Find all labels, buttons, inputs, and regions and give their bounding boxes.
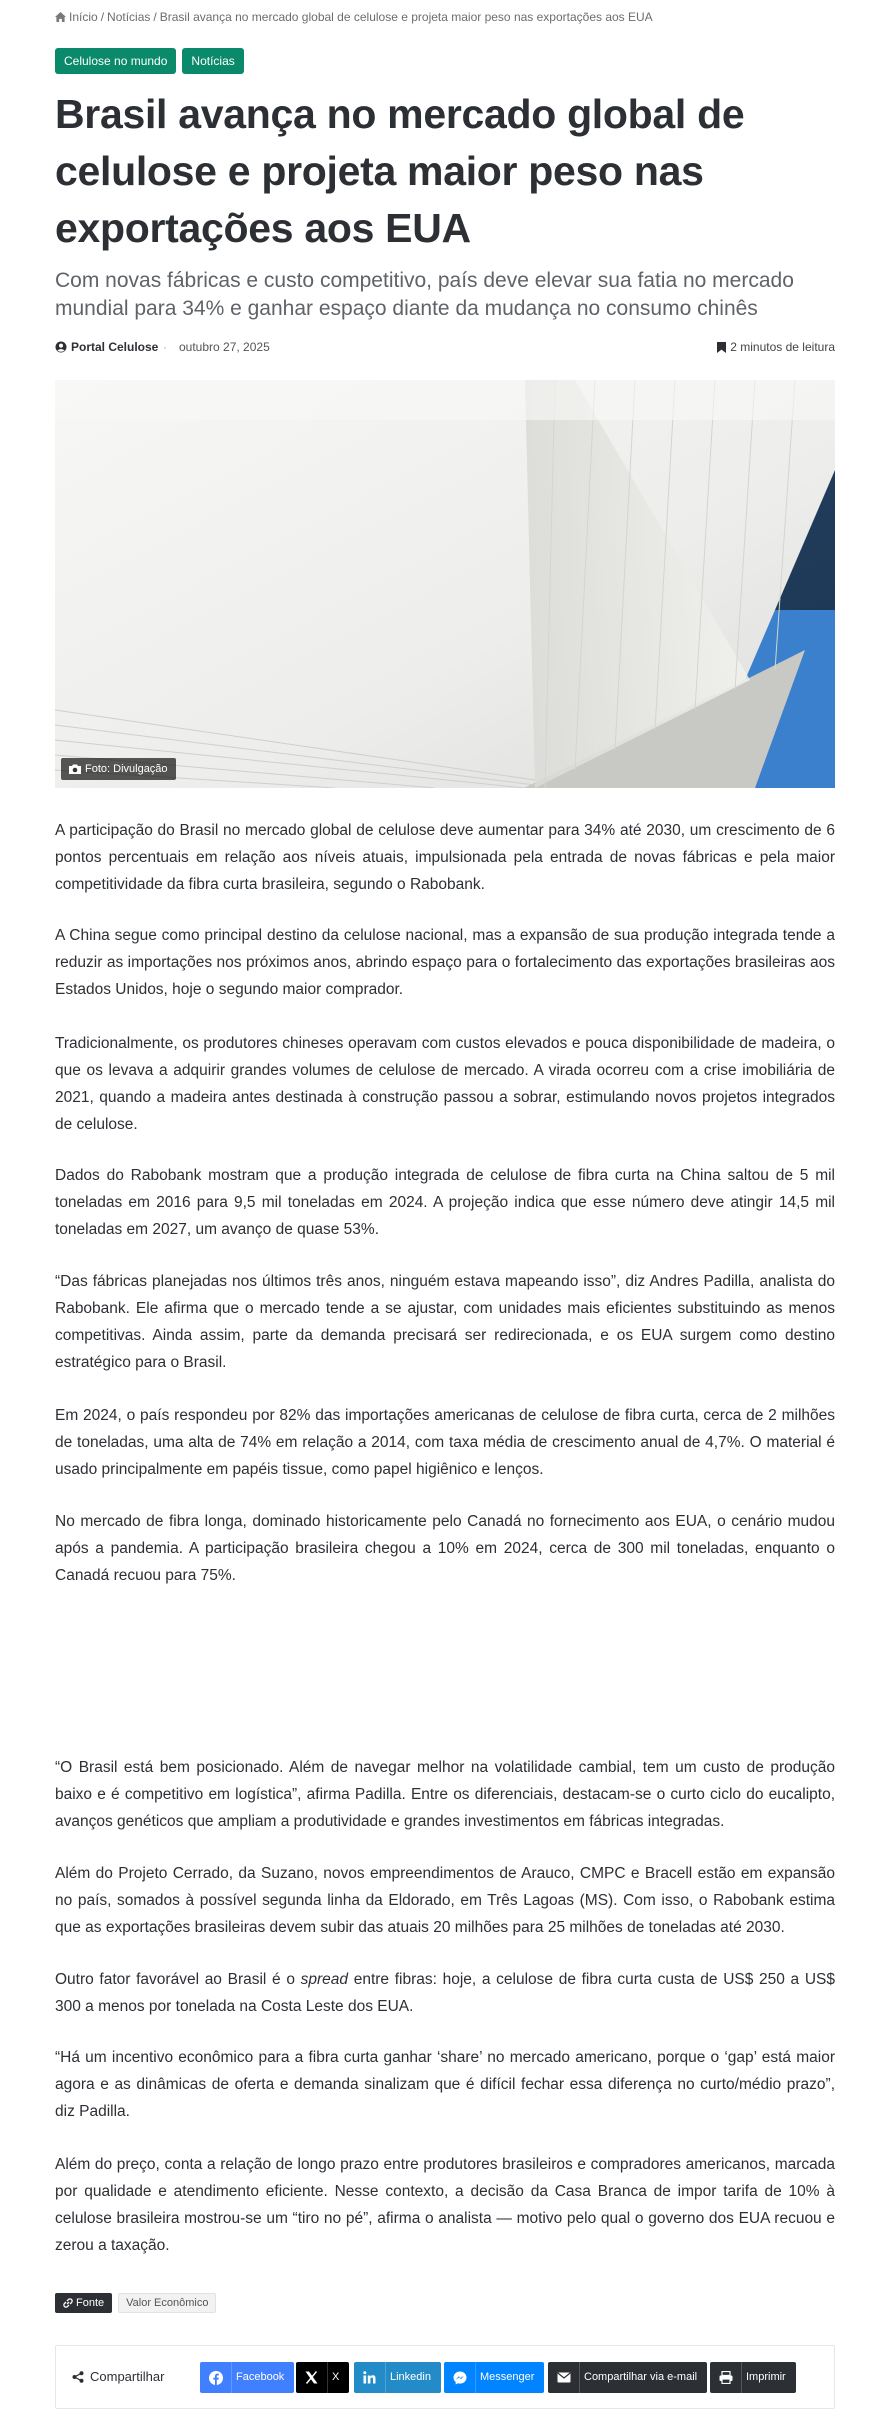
spread-text-before: Outro fator favorável ao Brasil é o xyxy=(55,1971,301,1988)
article-paragraph: Dados do Rabobank mostram que a produção integrada de celulose de fibra curta na China saltou de 5 mil toneladas em 2016 para 9,5 mil toneladas em 2024. A projeção indica que esse número deve atingir 14,5 mil toneladas em 2027, um avanço de quase 53%. xyxy=(55,1167,835,1238)
home-icon xyxy=(55,12,66,22)
spread-text-after: entre fibras: hoje, a celulose de fibra curta custa de US$ 250 a US$ 300 a menos por tonelada na Costa Leste dos EUA. xyxy=(55,1971,835,2015)
camera-icon xyxy=(69,764,81,774)
breadcrumb xyxy=(55,10,653,24)
link-icon xyxy=(63,2298,73,2308)
article-meta xyxy=(55,340,835,356)
share-email-label: Compartilhar via e-mail xyxy=(579,2362,707,2393)
article-subtitle: Com novas fábricas e custo competitivo, país deve elevar sua fatia no mercado mundial para 34% e ganhar espaço diante da mudança no consumo chinês xyxy=(55,269,794,320)
envelope-icon xyxy=(557,2372,571,2383)
share-icon xyxy=(72,2371,84,2383)
source-box xyxy=(55,2293,216,2313)
share-label xyxy=(72,2369,164,2384)
article-paragraph: A China segue como principal destino da celulose nacional, mas a expansão de sua produção integrada tende a reduzir as importações nos próximos anos, abrindo espaço para o fortalecimento das exportações brasileiras aos Estados Unidos, hoje o segundo maior comprador. xyxy=(55,927,835,998)
paper-stack-illustration xyxy=(55,380,835,788)
category-tags xyxy=(55,48,244,74)
share-x-button[interactable] xyxy=(296,2362,349,2393)
article-paragraph: No mercado de fibra longa, dominado historicamente pelo Canadá no fornecimento aos EUA, o cenário mudou após a pandemia. A participação brasileira chegou a 10% em 2024, cerca de 300 mil toneladas, enquanto o Canadá recuou para 75%. xyxy=(55,1513,835,1584)
printer-icon xyxy=(719,2371,733,2384)
image-caption-text: Foto: Divulgação xyxy=(85,763,168,775)
meta-separator: · xyxy=(163,340,167,354)
print-button[interactable] xyxy=(710,2362,796,2393)
user-circle-icon xyxy=(55,341,67,353)
share-messenger-button[interactable] xyxy=(444,2362,544,2393)
category-tag-celulose-no-mundo[interactable]: Celulose no mundo xyxy=(55,48,176,74)
share-email-button[interactable] xyxy=(548,2362,707,2393)
bookmark-icon xyxy=(717,342,726,353)
print-label: Imprimir xyxy=(741,2362,796,2393)
featured-image xyxy=(55,380,835,788)
breadcrumb-home-link[interactable]: Início xyxy=(69,10,98,24)
spread-term: spread xyxy=(300,1971,349,1988)
share-facebook-label: Facebook xyxy=(231,2362,294,2393)
source-label-text: Fonte xyxy=(76,2297,105,2309)
linkedin-icon xyxy=(363,2371,376,2384)
article-paragraph: Além do Projeto Cerrado, da Suzano, novos empreendimentos de Arauco, CMPC e Bracell estão em expansão no país, somados à possível segunda linha da Eldorado, em Três Lagoas (MS). Com isso, o Rabobank estima que as exportações brasileiras devem subir das atuais 20 milhões para 25 milhões de toneladas até 2030. xyxy=(55,1865,835,1936)
article-paragraph: “Das fábricas planejadas nos últimos três anos, ninguém estava mapeando isso”, diz Andres Padilla, analista do Rabobank. Ele afirma que o mercado tende a se ajustar, com unidades mais eficientes substituindo as menos competitivas. Ainda assim, parte da demanda precisará ser redirecionada, e os EUA surgem como destino estratégico para o Brasil. xyxy=(55,1273,835,1371)
share-bar xyxy=(55,2345,835,2409)
author-link[interactable] xyxy=(55,340,158,354)
source-label xyxy=(55,2293,112,2313)
facebook-icon xyxy=(209,2371,223,2385)
article-title: Brasil avança no mercado global de celulose e projeta maior peso nas exportações aos EUA xyxy=(55,91,745,251)
breadcrumb-section-link[interactable]: Notícias xyxy=(107,10,151,24)
source-value-link[interactable]: Valor Econômico xyxy=(118,2293,216,2313)
article-paragraph: A participação do Brasil no mercado global de celulose deve aumentar para 34% até 2030, um crescimento de 6 pontos percentuais em relação aos níveis atuais, impulsionada pela entrada de novas fábricas e pela maior competitividade da fibra curta brasileira, segundo o Rabobank. xyxy=(55,822,835,893)
article-paragraph: “O Brasil está bem posicionado. Além de navegar melhor na volatilidade cambial, tem um custo de produção baixo e é competitivo em logística”, afirma Padilla. Entre os diferenciais, destacam-se o curto ciclo do eucalipto, avanços genéticos que ampliam a produtividade e grandes investimentos em fábricas integradas. xyxy=(55,1759,835,1830)
article-paragraph: “Há um incentivo econômico para a fibra curta ganhar ‘share’ no mercado americano, porque o ‘gap’ está maior agora e as dinâmicas de oferta e demanda sinalizam que é difícil fechar essa diferença no curto/médio prazo”, diz Padilla. xyxy=(55,2049,835,2120)
article-paragraph: Em 2024, o país respondeu por 82% das importações americanas de celulose de fibra curta, cerca de 2 milhões de toneladas, uma alta de 74% em relação a 2014, com taxa média de crescimento anual de 4,7%. O material é usado principalmente em papéis tissue, como papel higiênico e lenços. xyxy=(55,1407,835,1478)
share-linkedin-label: Linkedin xyxy=(385,2362,441,2393)
reading-time-text: 2 minutos de leitura xyxy=(730,340,835,354)
share-messenger-label: Messenger xyxy=(475,2362,544,2393)
breadcrumb-separator: / xyxy=(153,10,157,24)
author-name: Portal Celulose xyxy=(71,340,159,354)
reading-time xyxy=(717,340,835,354)
category-tag-noticias[interactable]: Notícias xyxy=(182,48,243,74)
messenger-icon xyxy=(453,2371,467,2385)
share-label-text: Compartilhar xyxy=(90,2369,165,2384)
article-paragraph: Além do preço, conta a relação de longo prazo entre produtores brasileiros e compradores americanos, marcada por qualidade e atendimento eficiente. Nesse contexto, a decisão da Casa Branca de impor tarifa de 10% à celulose brasileira mostrou-se um “tiro no pé”, afirma o analista — motivo pelo qual o governo dos EUA recuou e zerou a taxação. xyxy=(55,2156,835,2254)
article-paragraph xyxy=(55,1966,835,2020)
breadcrumb-current: Brasil avança no mercado global de celulose e projeta maior peso nas exportações aos EUA xyxy=(159,10,653,24)
share-x-label: X xyxy=(327,2362,349,2393)
breadcrumb-separator: / xyxy=(100,10,105,24)
image-caption xyxy=(61,758,176,780)
publish-date: outubro 27, 2025 xyxy=(179,340,270,354)
share-facebook-button[interactable] xyxy=(200,2362,294,2393)
article-paragraph: Tradicionalmente, os produtores chineses operavam com custos elevados e pouca disponibilidade de madeira, o que os levava a adquirir grandes volumes de celulose de mercado. A virada ocorreu com a crise imobiliária de 2021, quando a madeira antes destinada à construção passou a sobrar, estimulando novos projetos integrados de celulose. xyxy=(55,1035,835,1133)
x-logo-icon xyxy=(305,2371,318,2384)
share-linkedin-button[interactable] xyxy=(354,2362,441,2393)
